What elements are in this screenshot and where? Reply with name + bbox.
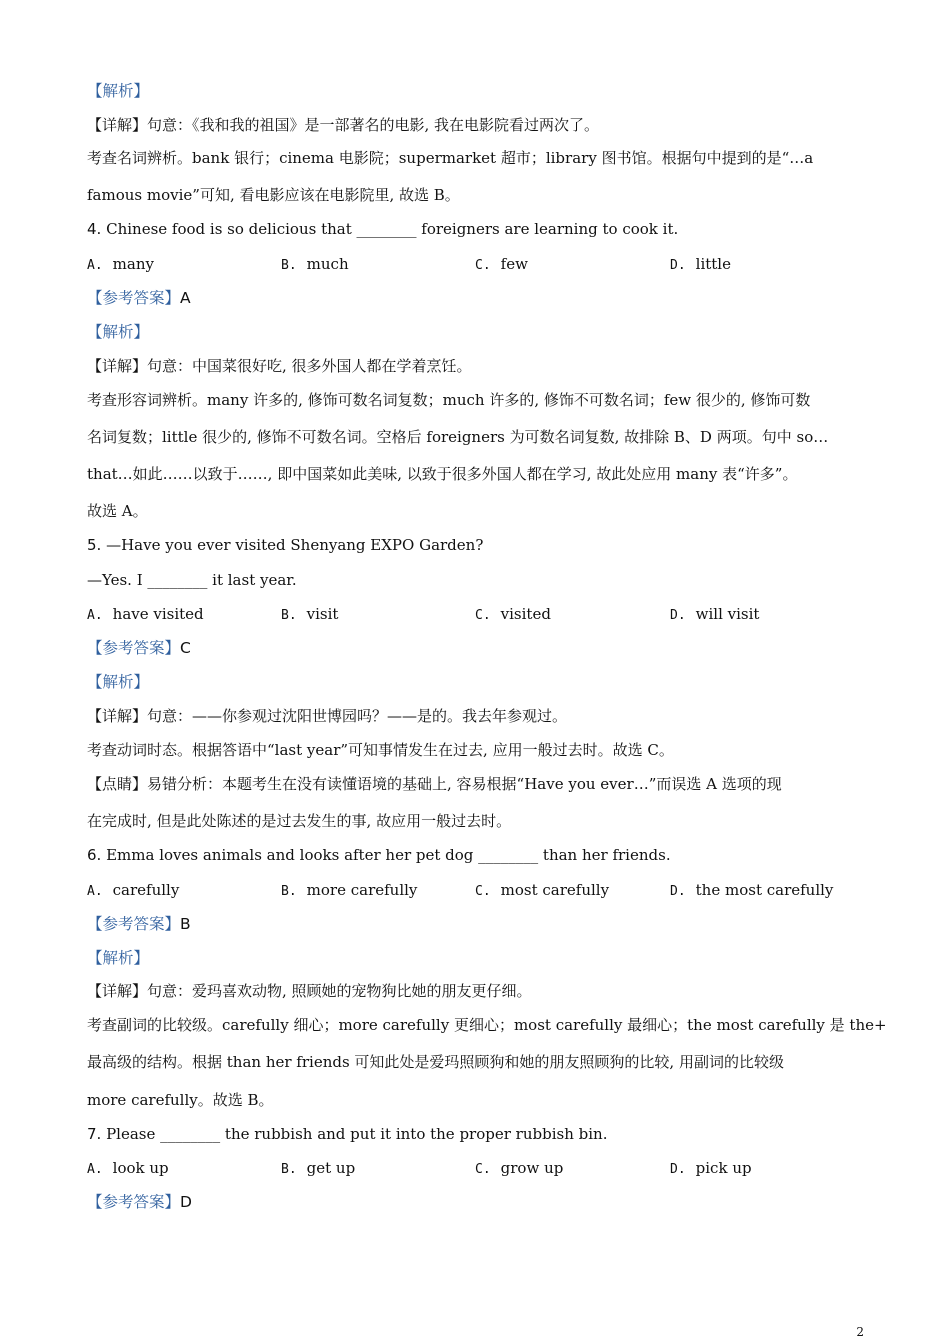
option-a: A. many [87, 255, 154, 273]
explain-line: 考查动词时态。根据答语中“last year”可知事情发生在过去, 应用一般过去时。故选 C。 [87, 741, 674, 759]
detail-line: 【详解】句意：爱玛喜欢动物, 照顾她的宠物狗比她的朋友更仔细。 [87, 982, 532, 1000]
question-stem: 4. Chinese food is so delicious that ________ foreigners are learning to cook it. [87, 220, 679, 238]
explain-line: 最高级的结构。根据 than her friends 可知此处是爱玛照顾狗和她的朋友照顾狗的比较, 用副词的比较级 [87, 1053, 784, 1071]
tip-line: 在完成时, 但是此处陈述的是过去发生的事, 故应用一般过去时。 [87, 812, 512, 830]
explain-line: 考查形容词辨析。many 许多的, 修饰可数名词复数；much 许多的, 修饰不可数名词；few 很少的, 修饰可数 [87, 391, 811, 409]
analysis-heading: 【解析】 [87, 82, 150, 100]
answer-line [87, 1192, 870, 1212]
answer-tag: 【参考答案】 [87, 1193, 181, 1211]
option-c: C. few [475, 255, 528, 273]
option-b: B. visit [281, 605, 339, 623]
page-number: 2 [856, 1325, 864, 1339]
option-b: B. get up [281, 1159, 356, 1177]
detail-tag: 【详解】 [87, 707, 148, 725]
explain-line: that…如此……以致于……, 即中国菜如此美味, 以致于很多外国人都在学习, 故此处应用 many 表“许多”。 [87, 465, 798, 483]
answer-line [87, 288, 870, 308]
answer-tag: 【参考答案】 [87, 639, 181, 657]
answer-letter: D [180, 1193, 192, 1211]
explain-line: 名词复数；little 很少的, 修饰不可数名词。空格后 foreigners 为可数名词复数, 故排除 B、D 两项。句中 so… [87, 428, 829, 446]
question-number: 5. [87, 536, 102, 554]
detail-line: 【详解】句意：《我和我的祖国》是一部著名的电影, 我在电影院看过两次了。 [87, 116, 600, 134]
answer-tag: 【参考答案】 [87, 289, 181, 307]
detail-tag: 【详解】 [87, 982, 148, 1000]
analysis-heading: 【解析】 [87, 673, 150, 691]
tip-tag: 【点睛】 [87, 775, 148, 793]
detail-tag: 【详解】 [87, 116, 148, 134]
detail-line: 【详解】句意：——你参观过沈阳世博园吗？——是的。我去年参观过。 [87, 707, 568, 725]
option-b: B. more carefully [281, 881, 418, 899]
detail-line: 【详解】句意：中国菜很好吃, 很多外国人都在学着烹饪。 [87, 357, 472, 375]
tip-line: 【点睛】易错分析：本题考生在没有读懂语境的基础上, 容易根据“Have you ever…”而误选 A 选项的现 [87, 775, 782, 793]
option-a: A. carefully [87, 881, 180, 899]
explain-line: 故选 A。 [87, 502, 148, 520]
analysis-heading: 【解析】 [87, 949, 150, 967]
analysis-heading: 【解析】 [87, 323, 150, 341]
option-b: B. much [281, 255, 349, 273]
option-d: D. little [670, 255, 731, 273]
question-stem: 7. Please ________ the rubbish and put it into the proper rubbish bin. [87, 1125, 608, 1143]
answer-letter: B [180, 915, 191, 933]
explain-line: 考查名词辨析。bank 银行；cinema 电影院；supermarket 超市；library 图书馆。根据句中提到的是“…a [87, 149, 814, 167]
explain-line: more carefully。故选 B。 [87, 1091, 274, 1109]
option-d: D. will visit [670, 605, 760, 623]
question-stem: 6. Emma loves animals and looks after her pet dog ________ than her friends. [87, 846, 671, 864]
answer-letter: C [180, 639, 191, 657]
option-a: A. look up [87, 1159, 169, 1177]
option-c: C. most carefully [475, 881, 610, 899]
answer-line [87, 638, 870, 658]
explain-line: famous movie”可知, 看电影应该在电影院里, 故选 B。 [87, 186, 460, 204]
option-c: C. visited [475, 605, 551, 623]
question-number: 6. [87, 846, 102, 864]
question-stem: 5. —Have you ever visited Shenyang EXPO Garden? [87, 536, 484, 554]
option-d: D. pick up [670, 1159, 752, 1177]
question-number: 4. [87, 220, 102, 238]
option-c: C. grow up [475, 1159, 564, 1177]
detail-tag: 【详解】 [87, 357, 148, 375]
answer-tag: 【参考答案】 [87, 915, 181, 933]
explain-line: 考查副词的比较级。carefully 细心；more carefully 更细心；most carefully 最细心；the most carefully 是 the+ [87, 1016, 887, 1034]
answer-letter: A [180, 289, 191, 307]
answer-line [87, 914, 870, 934]
question-number: 7. [87, 1125, 102, 1143]
option-a: A. have visited [87, 605, 204, 623]
question-stem-reply: —Yes. I ________ it last year. [87, 571, 297, 589]
option-d: D. the most carefully [670, 881, 834, 899]
